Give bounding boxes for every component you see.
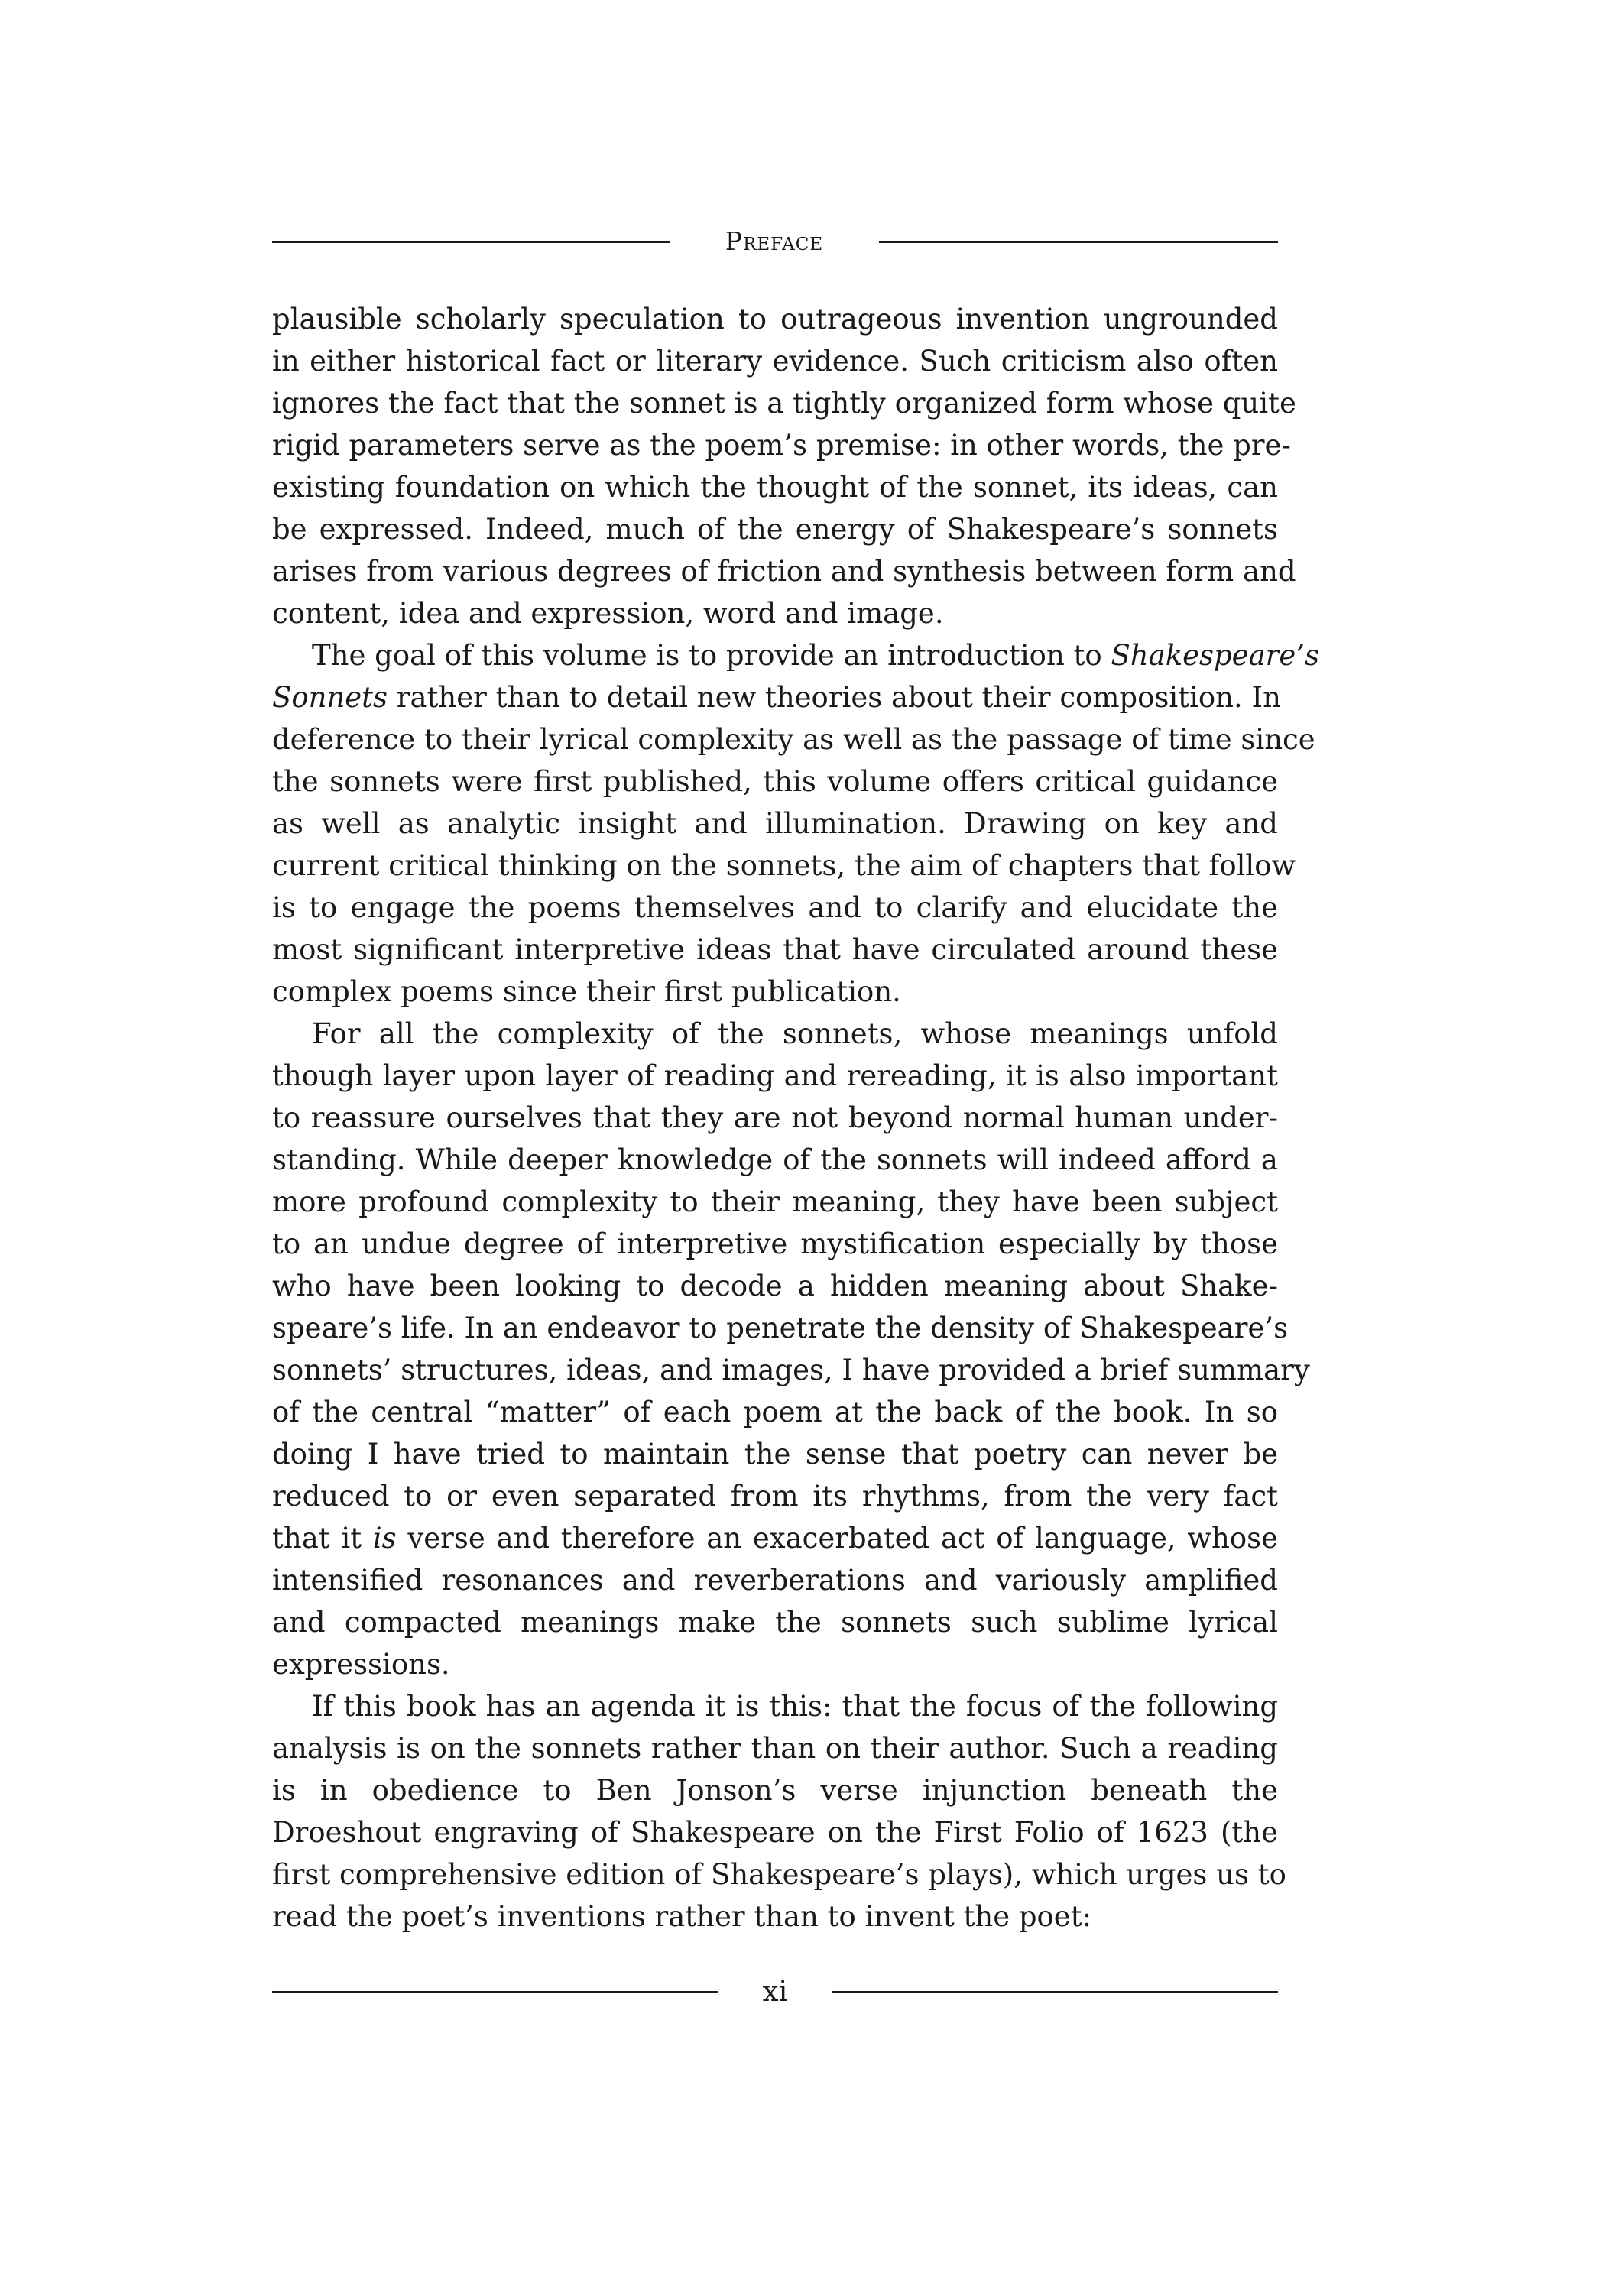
footer-rule-left xyxy=(272,1991,718,1993)
text-line: intensified resonances and reverberations and variously amplified xyxy=(272,1564,1278,1597)
paragraph-4 xyxy=(272,1685,1286,1938)
text-line: doing I have tried to maintain the sense that poetry can never be xyxy=(272,1438,1278,1471)
text-line: deference to their lyrical complexity as well as the passage of time since xyxy=(272,723,1315,756)
text-line: ignores the fact that the sonnet is a tightly organized form whose quite xyxy=(272,387,1296,420)
text-line: arises from various degrees of friction and synthesis between form and xyxy=(272,555,1296,588)
text-line: If this book has an agenda it is this: that the focus of the following xyxy=(312,1690,1278,1723)
text-line: current critical thinking on the sonnets, the aim of chapters that follow xyxy=(272,849,1296,882)
text-line: in either historical fact or literary evidence. Such criticism also often xyxy=(272,345,1278,378)
text-line: to reassure ourselves that they are not beyond normal human under- xyxy=(272,1101,1278,1134)
text-line: first comprehensive edition of Shakespeare’s plays), which urges us to xyxy=(272,1858,1286,1891)
text-line: reduced to or even separated from its rhythms, from the very fact xyxy=(272,1480,1278,1513)
running-header xyxy=(272,226,1278,257)
text-run: rather than to detail new theories about their composition. In xyxy=(388,681,1281,714)
body-text xyxy=(272,298,1319,1938)
footer-rule-right xyxy=(832,1991,1278,1993)
text-line: sonnets’ structures, ideas, and images, I have provided a brief summary xyxy=(272,1354,1310,1386)
text-line: speare’s life. In an endeavor to penetrate the density of Shakespeare’s xyxy=(272,1312,1289,1344)
text-line: Droeshout engraving of Shakespeare on the First Folio of 1623 (the xyxy=(272,1816,1278,1849)
text-line: is in obedience to Ben Jonson’s verse injunction beneath the xyxy=(272,1774,1278,1807)
emphasis-italic: is xyxy=(372,1522,397,1555)
running-header-title: Preface xyxy=(725,226,824,256)
text-line: content, idea and expression, word and image. xyxy=(272,597,944,630)
book-title-italic: Sonnets xyxy=(272,681,388,714)
text-line: though layer upon layer of reading and rereading, it is also important xyxy=(272,1059,1278,1092)
header-rule-left xyxy=(272,241,670,243)
paragraph-2 xyxy=(272,634,1319,1013)
text-run: verse and therefore an exacerbated act of language, whose xyxy=(396,1522,1278,1555)
text-line: most significant interpretive ideas that have circulated around these xyxy=(272,933,1278,966)
text-line xyxy=(272,1517,1278,1559)
text-line: rigid parameters serve as the poem’s premise: in other words, the pre- xyxy=(272,429,1291,462)
text-line: as well as analytic insight and illumination. Drawing on key and xyxy=(272,807,1278,840)
text-line: plausible scholarly speculation to outrageous invention ungrounded xyxy=(272,303,1278,336)
text-line: more profound complexity to their meaning, they have been subject xyxy=(272,1185,1278,1218)
text-line: is to engage the poems themselves and to clarify and elucidate the xyxy=(272,891,1278,924)
paragraph-1 xyxy=(272,298,1296,634)
text-line: complex poems since their first publication. xyxy=(272,975,901,1008)
text-run: The goal of this volume is to provide an introduction to xyxy=(312,639,1111,672)
text-run: that it xyxy=(272,1522,373,1555)
text-line: analysis is on the sonnets rather than on their author. Such a reading xyxy=(272,1732,1278,1765)
header-rule-right xyxy=(879,241,1278,243)
text-line: standing. While deeper knowledge of the sonnets will indeed afford a xyxy=(272,1143,1278,1176)
text-line: existing foundation on which the thought of the sonnet, its ideas, can xyxy=(272,471,1278,504)
text-line: the sonnets were first published, this volume offers critical guidance xyxy=(272,765,1278,798)
text-line: be expressed. Indeed, much of the energy of Shakespeare’s sonnets xyxy=(272,513,1278,546)
text-line xyxy=(272,676,1281,718)
text-line: read the poet’s inventions rather than to invent the poet: xyxy=(272,1900,1092,1933)
book-title-italic: Shakespeare’s xyxy=(1111,639,1319,672)
text-line: For all the complexity of the sonnets, whose meanings unfold xyxy=(312,1017,1278,1050)
text-line: expressions. xyxy=(272,1648,450,1681)
text-line: who have been looking to decode a hidden meaning about Shake- xyxy=(272,1270,1278,1302)
page-footer xyxy=(272,1975,1278,2009)
text-line: of the central “matter” of each poem at the back of the book. In so xyxy=(272,1396,1278,1429)
text-line: to an undue degree of interpretive mystification especially by those xyxy=(272,1227,1278,1260)
paragraph-3 xyxy=(272,1013,1310,1685)
page-number: xi xyxy=(762,1975,788,2008)
text-line xyxy=(272,634,1319,676)
text-line: and compacted meanings make the sonnets such sublime lyrical xyxy=(272,1606,1278,1639)
